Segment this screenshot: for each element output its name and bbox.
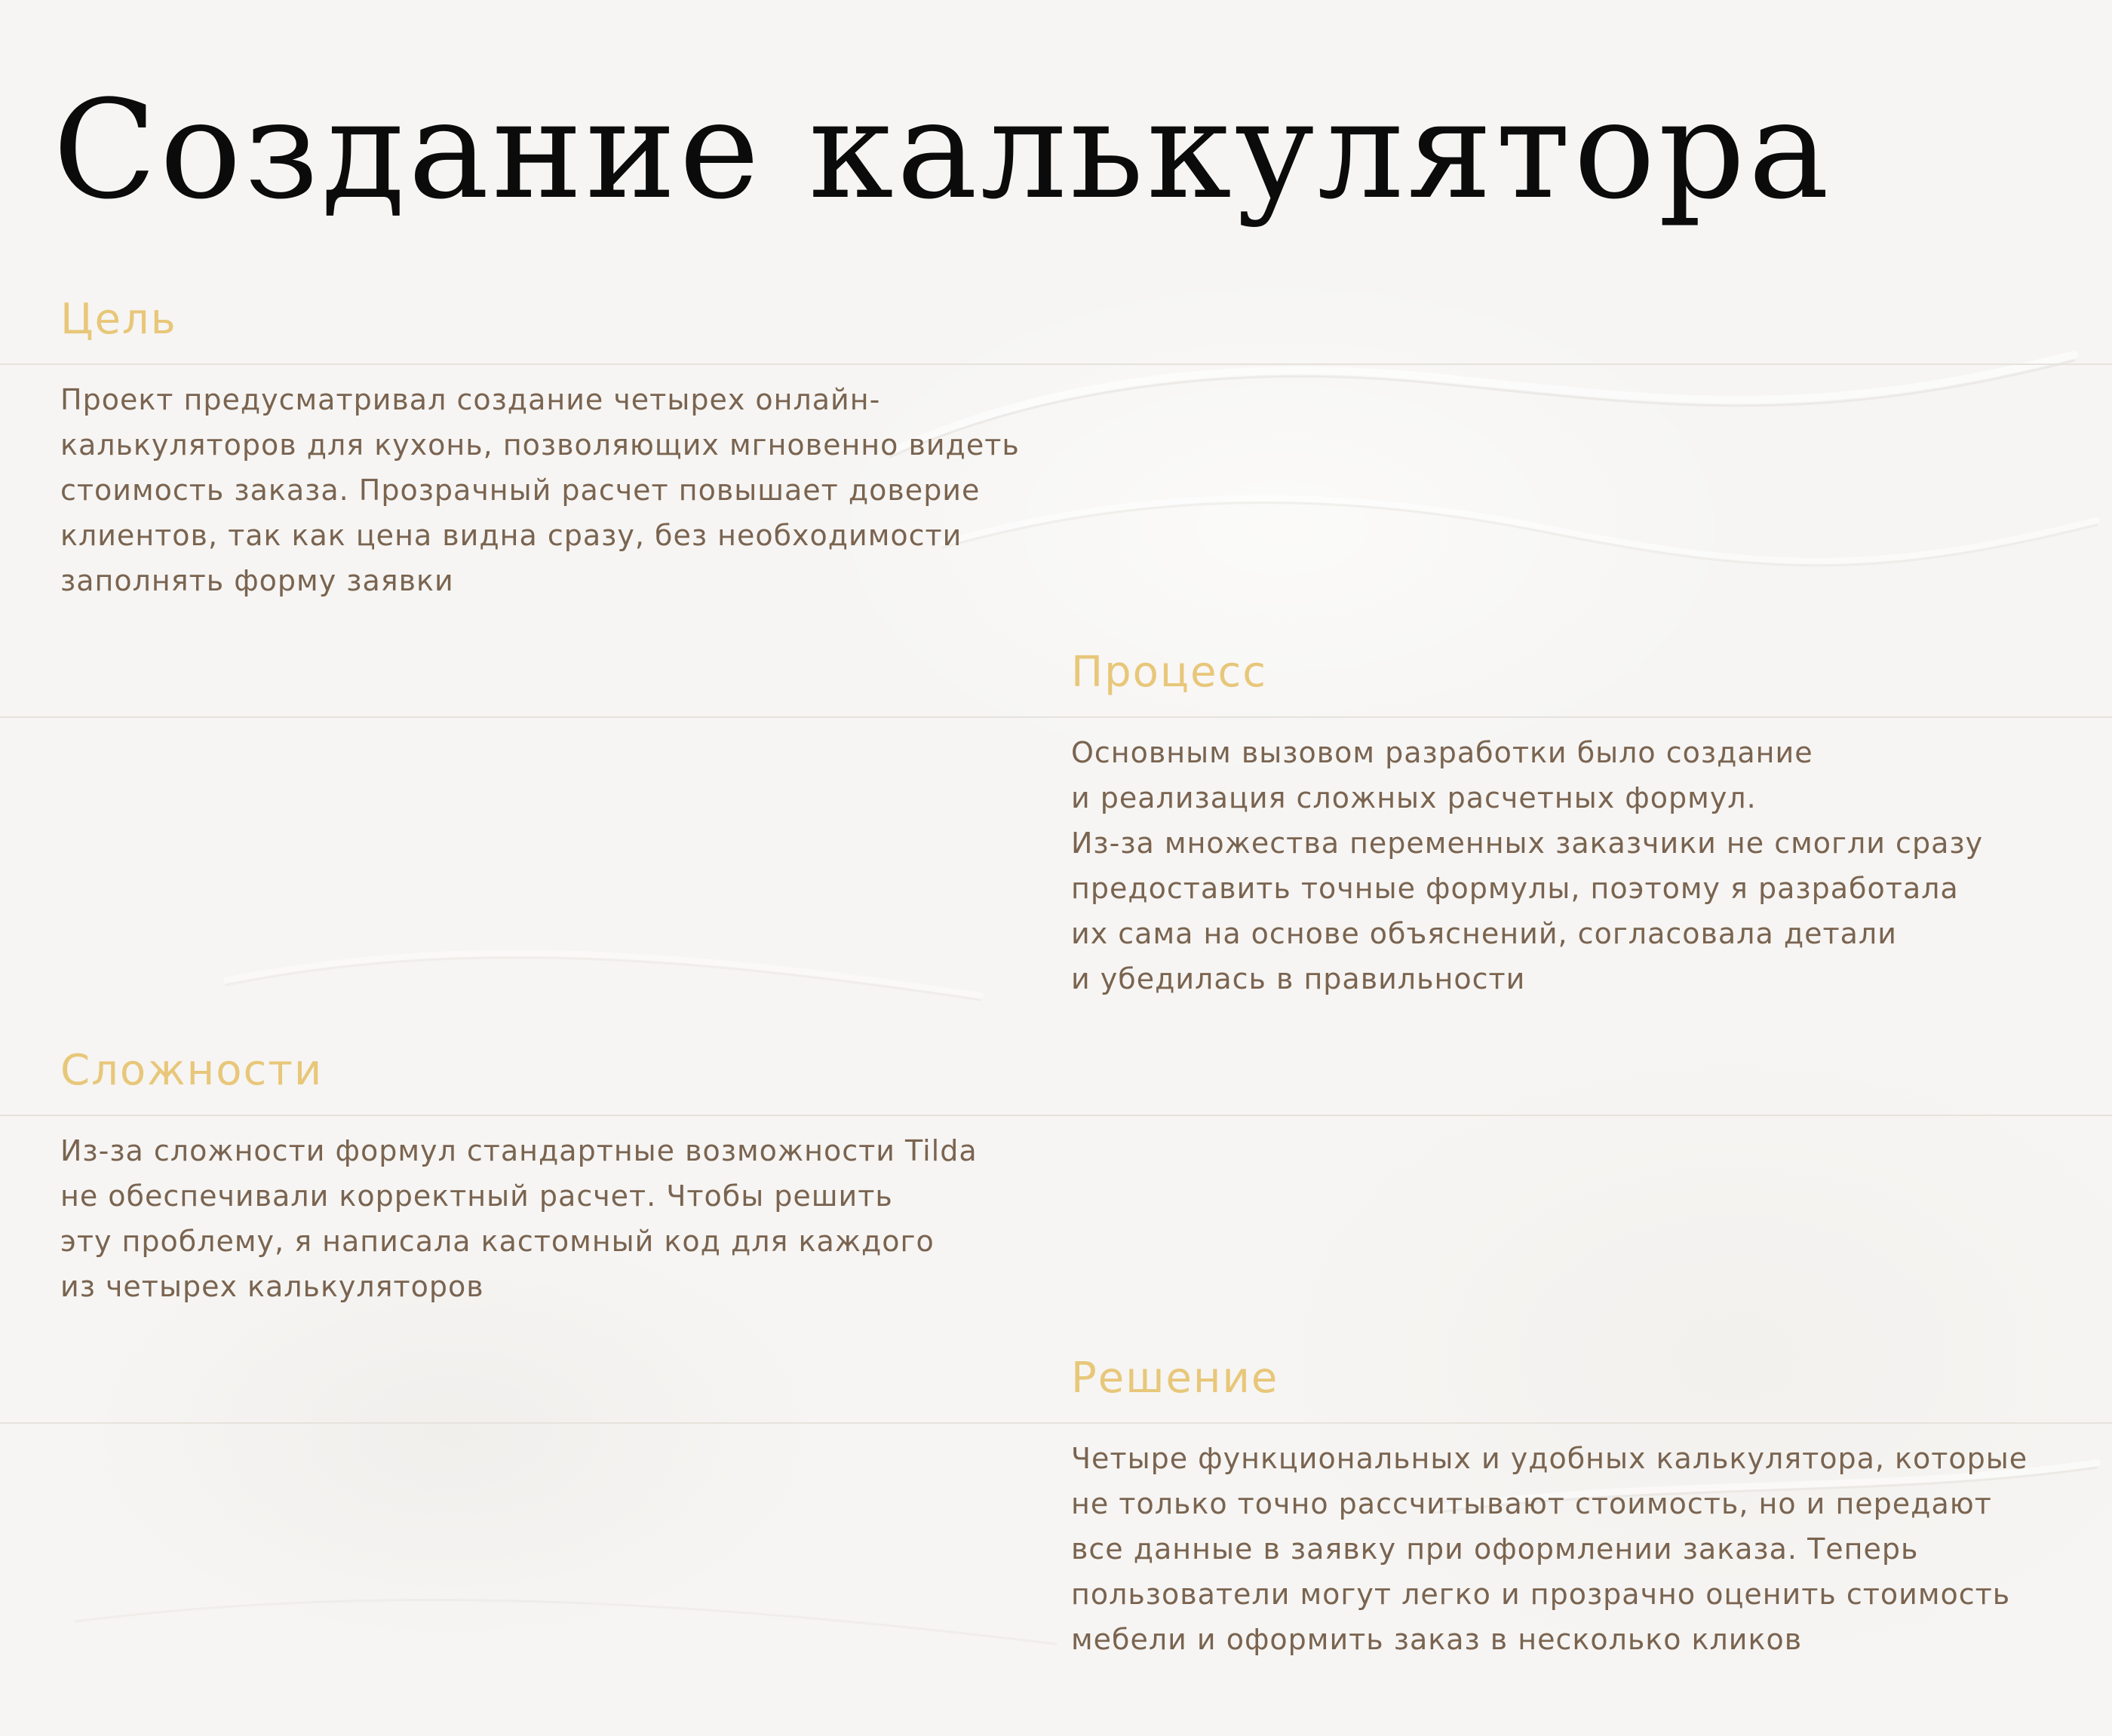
section-heading-process: Процесс (1071, 648, 1268, 697)
section-heading-difficulties: Сложности (60, 1046, 324, 1095)
text-line: и убедилась в правильности (1071, 962, 1526, 995)
text-line: Четыре функциональных и удобных калькулятора, которые (1071, 1442, 2028, 1475)
section-text-goal (60, 377, 1020, 603)
text-line: стоимость заказа. Прозрачный расчет повышает доверие (60, 474, 981, 507)
text-line: Из-за сложности формул стандартные возможности Tilda (60, 1134, 978, 1167)
text-line: эту проблему, я написала кастомный код для каждого (60, 1225, 935, 1258)
section-divider (0, 716, 2112, 718)
text-line: Из-за множества переменных заказчики не смогли сразу (1071, 827, 1984, 860)
text-line: мебели и оформить заказ в несколько кликов (1071, 1623, 1803, 1656)
section-divider (0, 363, 2112, 365)
section-divider (0, 1115, 2112, 1116)
section-text-difficulties (60, 1128, 978, 1309)
section-heading-goal: Цель (60, 295, 177, 344)
text-line: из четырех калькуляторов (60, 1270, 484, 1303)
text-line: предоставить точные формулы, поэтому я разработала (1071, 872, 1959, 905)
text-line: Проект предусматривал создание четырех онлайн- (60, 383, 881, 416)
text-line: заполнять форму заявки (60, 564, 454, 597)
text-line: их сама на основе объяснений, согласовала детали (1071, 917, 1897, 950)
text-line: и реализация сложных расчетных формул. (1071, 781, 1757, 814)
text-line: все данные в заявку при оформлении заказа. Теперь (1071, 1532, 1919, 1566)
section-divider (0, 1422, 2112, 1424)
text-line: не обеспечивали корректный расчет. Чтобы решить (60, 1179, 893, 1213)
text-line: клиентов, так как цена видна сразу, без необходимости (60, 519, 962, 552)
section-heading-solution: Решение (1071, 1354, 1279, 1403)
text-line: не только точно рассчитывают стоимость, но и передают (1071, 1487, 1992, 1520)
section-text-solution (1071, 1436, 2028, 1662)
text-line: калькуляторов для кухонь, позволяющих мгновенно видеть (60, 428, 1020, 462)
text-line: Основным вызовом разработки было создание (1071, 736, 1813, 769)
text-line: пользователи могут легко и прозрачно оценить стоимость (1071, 1578, 2011, 1611)
section-text-process (1071, 730, 1983, 1001)
page-title: Создание калькулятора (53, 72, 1833, 229)
